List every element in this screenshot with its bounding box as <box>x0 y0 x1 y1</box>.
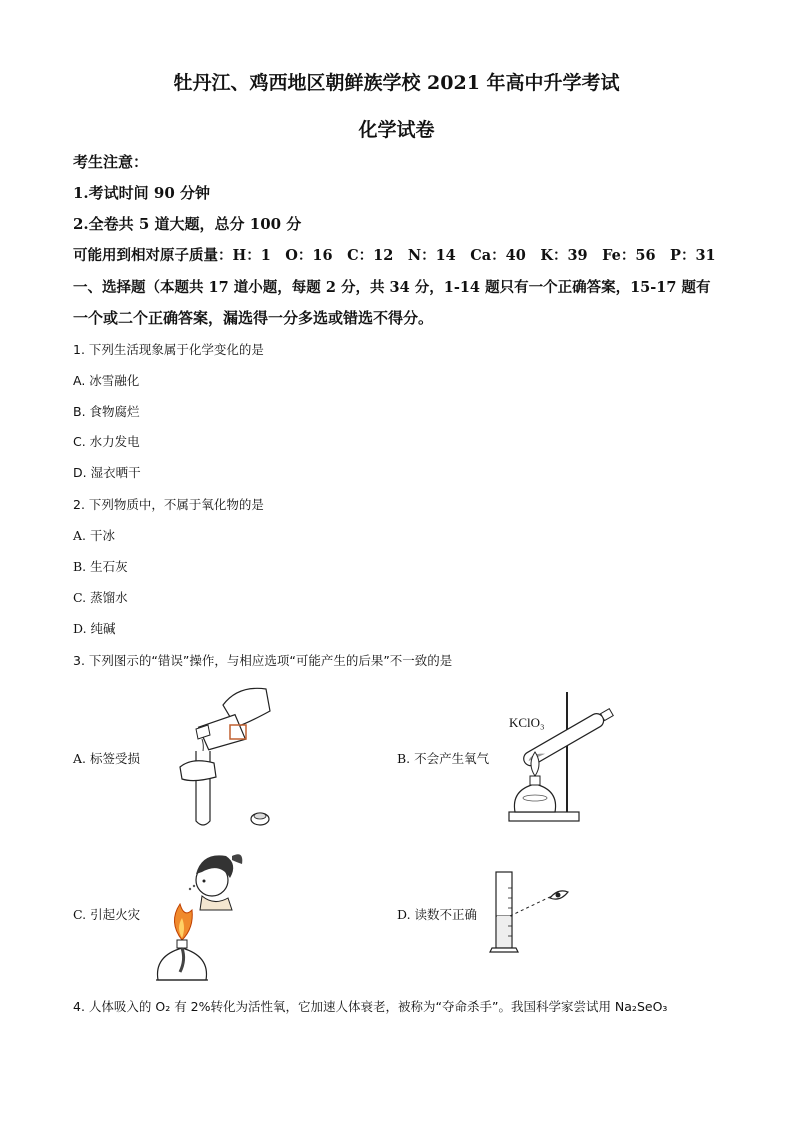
q2-option-b: B. 生石灰 <box>73 559 128 574</box>
q1-option-b: B. 食物腐烂 <box>73 404 140 419</box>
q1-option-c: C. 水力发电 <box>73 434 140 449</box>
page-subtitle: 化学试卷 <box>358 119 435 141</box>
q4-stem: 4. 人体吸入的 O₂ 有 2%转化为活性氧，它加速人体衰老，被称为“夺命杀手”。我国科学家尝试用 Na₂SeO₃ <box>73 999 668 1014</box>
q3-option-d: D. 读数不正确 <box>397 907 478 922</box>
figure-heating-kclo3 <box>505 690 620 825</box>
q3-option-b: B. 不会产生氧气 <box>397 751 490 766</box>
q1-option-a: A. 冰雪融化 <box>73 373 140 388</box>
page-title: 牡丹江、鸡西地区朝鲜族学校 2021 年高中升学考试 <box>173 72 620 94</box>
q3-option-c: C. 引起火灾 <box>73 907 141 922</box>
figure-pouring-liquid <box>178 683 278 833</box>
q2-stem: 2. 下列物质中，不属于氧化物的是 <box>73 497 264 512</box>
figure-blowing-lamp <box>150 848 250 983</box>
q3-stem: 3. 下列图示的“错误”操作，与相应选项“可能产生的后果”不一致的是 <box>73 653 453 668</box>
figure-b-label-kclo3: KClO₃ <box>509 715 545 730</box>
q3-option-a: A. 标签受损 <box>73 751 140 766</box>
notice-item-time: 1.考试时间 90 分钟 <box>73 184 210 202</box>
section-heading-line1: 一、选择题（本题共 17 道小题，每题 2 分，共 34 分，1-14 题只有一个正确答案，15-17 题有 <box>73 279 711 296</box>
notice-item-score: 2.全卷共 5 道大题，总分 100 分 <box>73 215 302 233</box>
atomic-masses: 可能用到相对原子质量：H：1 O：16 C：12 N：14 Ca：40 K：39 Fe：56 P：31 <box>73 247 716 264</box>
q1-option-d: D. 湿衣晒干 <box>73 465 141 480</box>
q1-stem: 1. 下列生活现象属于化学变化的是 <box>73 342 264 357</box>
notice-heading: 考生注意： <box>73 153 149 171</box>
q2-option-d: D. 纯碱 <box>73 621 116 636</box>
figure-reading-cylinder <box>488 868 598 958</box>
q2-option-a: A. 干冰 <box>73 528 115 543</box>
section-heading-line2: 一个或二个正确答案，漏选得一分多选或错选不得分。 <box>73 309 434 327</box>
q2-option-c: C. 蒸馏水 <box>73 590 128 605</box>
